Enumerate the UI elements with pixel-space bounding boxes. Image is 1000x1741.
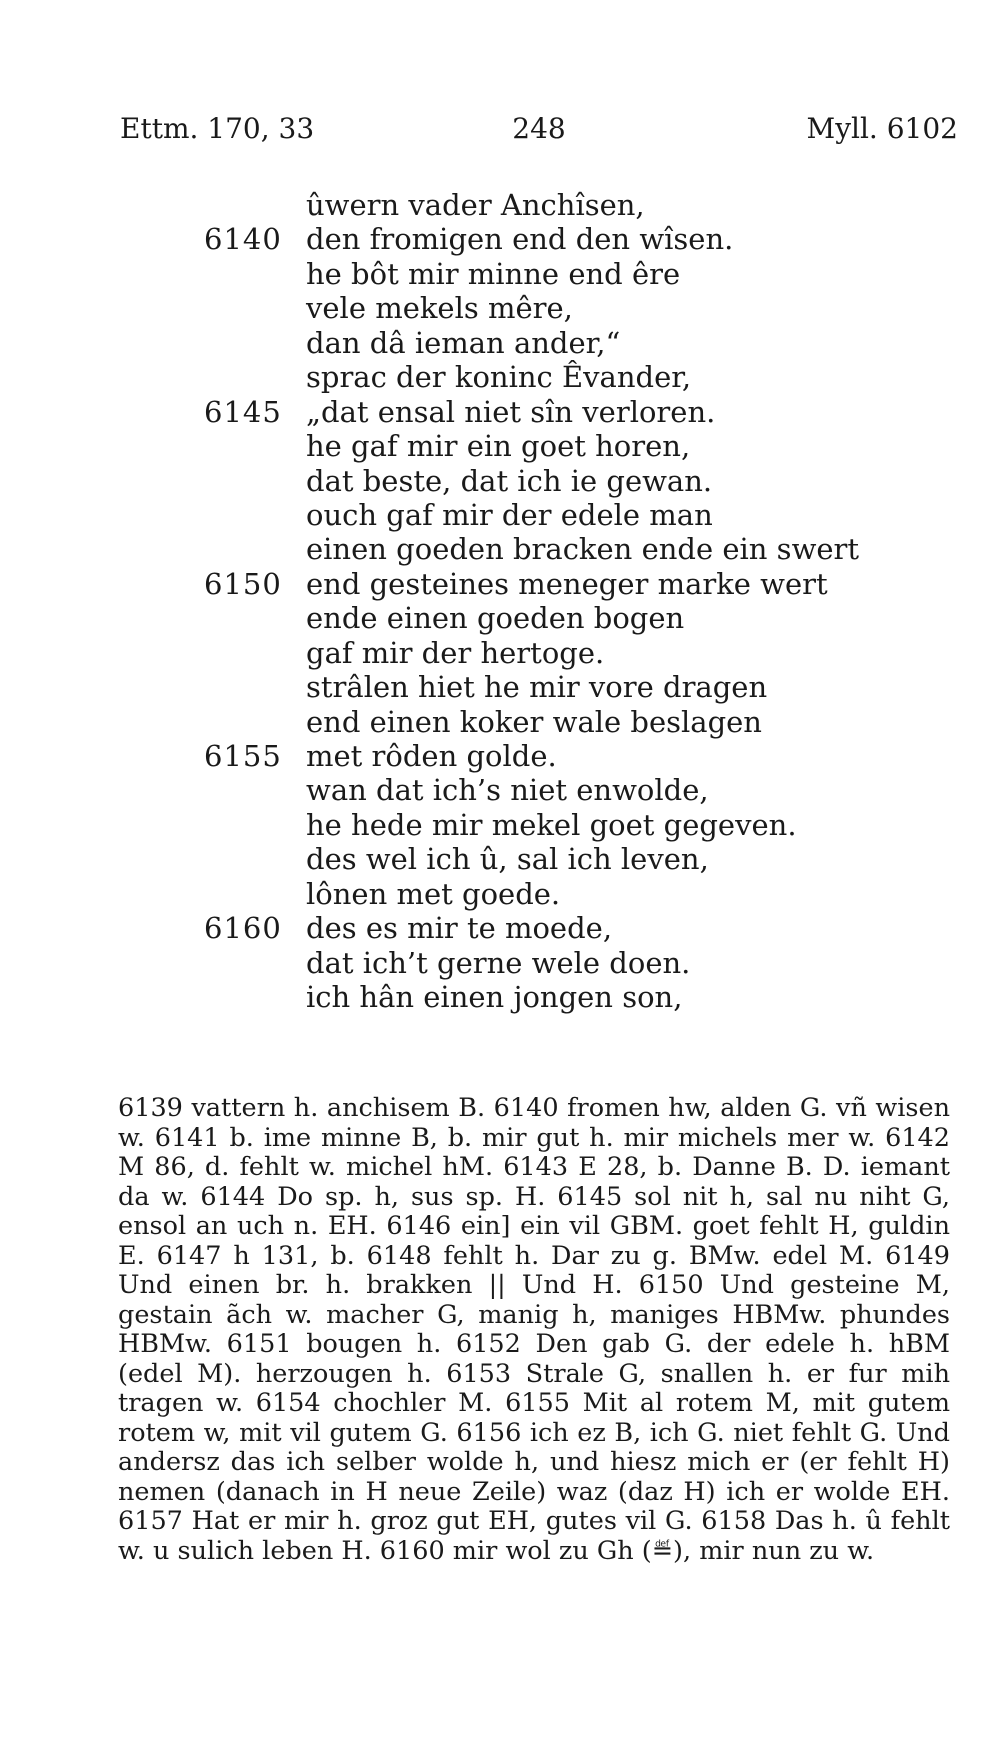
- verse-text-line: he bôt mir minne end êre: [306, 256, 681, 291]
- page-header: [120, 112, 958, 152]
- verse-text-line: he gaf mir ein goet horen,: [306, 429, 691, 464]
- verse-line: [0, 498, 1000, 532]
- verse-text-line: ûwern vader Anchîsen,: [306, 188, 645, 222]
- verse-text-line: vele mekels mêre,: [306, 291, 573, 326]
- verse-text-line: ich hân einen jongen son,: [306, 980, 683, 1015]
- verse-line: [0, 670, 1000, 704]
- verse-number: 6160: [204, 911, 282, 946]
- verse-text-line: lônen met goede.: [306, 876, 561, 911]
- verse-line: [0, 946, 1000, 980]
- header-left-reference: Ettm. 170, 33: [120, 112, 315, 145]
- verse-text-line: ouch gaf mir der edele man: [306, 497, 713, 532]
- verse-number: 6140: [204, 222, 282, 257]
- verse-text-line: gaf mir der hertoge.: [306, 635, 605, 670]
- verse-line: [0, 636, 1000, 670]
- verse-text-line: ende einen goeden bogen: [306, 601, 685, 636]
- verse-text-line: dan dâ ieman ander,“: [306, 325, 621, 360]
- verse-text-line: „dat ensal niet sîn verloren.: [306, 394, 716, 429]
- verse-text-line: end einen koker wale beslagen: [306, 704, 762, 739]
- verse-line: [0, 222, 1000, 256]
- verse-number: 6145: [204, 394, 282, 429]
- verse-text-line: end gesteines meneger marke wert: [306, 566, 828, 601]
- verse-text-line: des wel ich û, sal ich leven,: [306, 842, 709, 877]
- verse-text-line: he hede mir mekel goet gegeven.: [306, 807, 797, 842]
- header-right-reference: Myll. 6102: [806, 112, 958, 145]
- verse-line: [0, 532, 1000, 566]
- verse-line: [0, 773, 1000, 807]
- verse-text-line: wan dat ich’s niet enwolde,: [306, 773, 709, 808]
- verse-text-line: einen goeden bracken ende ein swert: [306, 532, 860, 567]
- verse-line: [0, 911, 1000, 945]
- verse-line: [0, 429, 1000, 463]
- verse-text-line: des es mir te moede,: [306, 911, 613, 946]
- verse-text-line: strâlen hiet he mir vore dragen: [306, 670, 768, 705]
- verse-text-line: met rôden golde.: [306, 739, 557, 773]
- verse-line: [0, 188, 1000, 222]
- verse-line: [0, 842, 1000, 876]
- page-number: 248: [512, 112, 566, 145]
- verse-line: [0, 257, 1000, 291]
- verse-text: [0, 188, 1000, 1015]
- verse-text-line: dat beste, dat ich ie gewan.: [306, 463, 713, 498]
- verse-line: [0, 877, 1000, 911]
- verse-line: [0, 601, 1000, 635]
- verse-line: [0, 326, 1000, 360]
- verse-line: [0, 705, 1000, 739]
- verse-line: [0, 567, 1000, 601]
- verse-number: 6150: [204, 566, 282, 601]
- apparatus-notes: [118, 1094, 950, 1566]
- verse-line: [0, 464, 1000, 498]
- verse-line: [0, 291, 1000, 325]
- verse-line: [0, 739, 1000, 773]
- verse-text-line: dat ich’t gerne wele doen.: [306, 945, 691, 980]
- verse-line: [0, 395, 1000, 429]
- verse-line: [0, 808, 1000, 842]
- verse-line: [0, 360, 1000, 394]
- verse-line: [0, 980, 1000, 1014]
- apparatus-paragraph: 6139 vattern h. anchisem B. 6140 fromen hw, alden G. vñ wisen w. 6141 b. ime minne B, b. mir gut h. mir michels mer w. 6142 M 86, d. fehlt w. michel hM. 6143 E 28, b. Danne B. D. iemant da w. 6144 Do sp. h, sus sp. H. 6145 sol nit h, sal nu niht G, ensol an uch n. EH. 6146 ein] ein vil GBM. goet fehlt H, guldin E. 6147 h 131, b. 6148 fehlt h. Dar zu g. BMw. edel M. 6149 Und einen br. h. brakken || Und H. 6150 Und gesteine M, gestain ãch w. macher G, manig h, maniges HBMw. phundes HBMw. 6151 bougen h. 6152 Den gab G. der edele h. hBM (edel M). herzougen h. 6153 Strale G, snallen h. er fur mih tragen w. 6154 chochler M. 6155 Mit al rotem M, mit gutem rotem w, mit vil gutem G. 6156 ich ez B, ich G. niet fehlt G. Und andersz das ich selber wolde h, und hiesz mich er (er fehlt H) nemen (danach in H neue Zeile) waz (daz H) ich er wolde EH. 6157 Hat er mir h. groz gut EH, gutes vil G. 6158 Das h. û fehlt w. u sulich leben H. 6160 mir wol zu Gh (≝), mir nun zu w.: [118, 1093, 950, 1566]
- verse-number: 6155: [204, 739, 282, 773]
- verse-text-line: den fromigen end den wîsen.: [306, 222, 734, 257]
- verse-text-line: sprac der koninc Êvander,: [306, 360, 692, 395]
